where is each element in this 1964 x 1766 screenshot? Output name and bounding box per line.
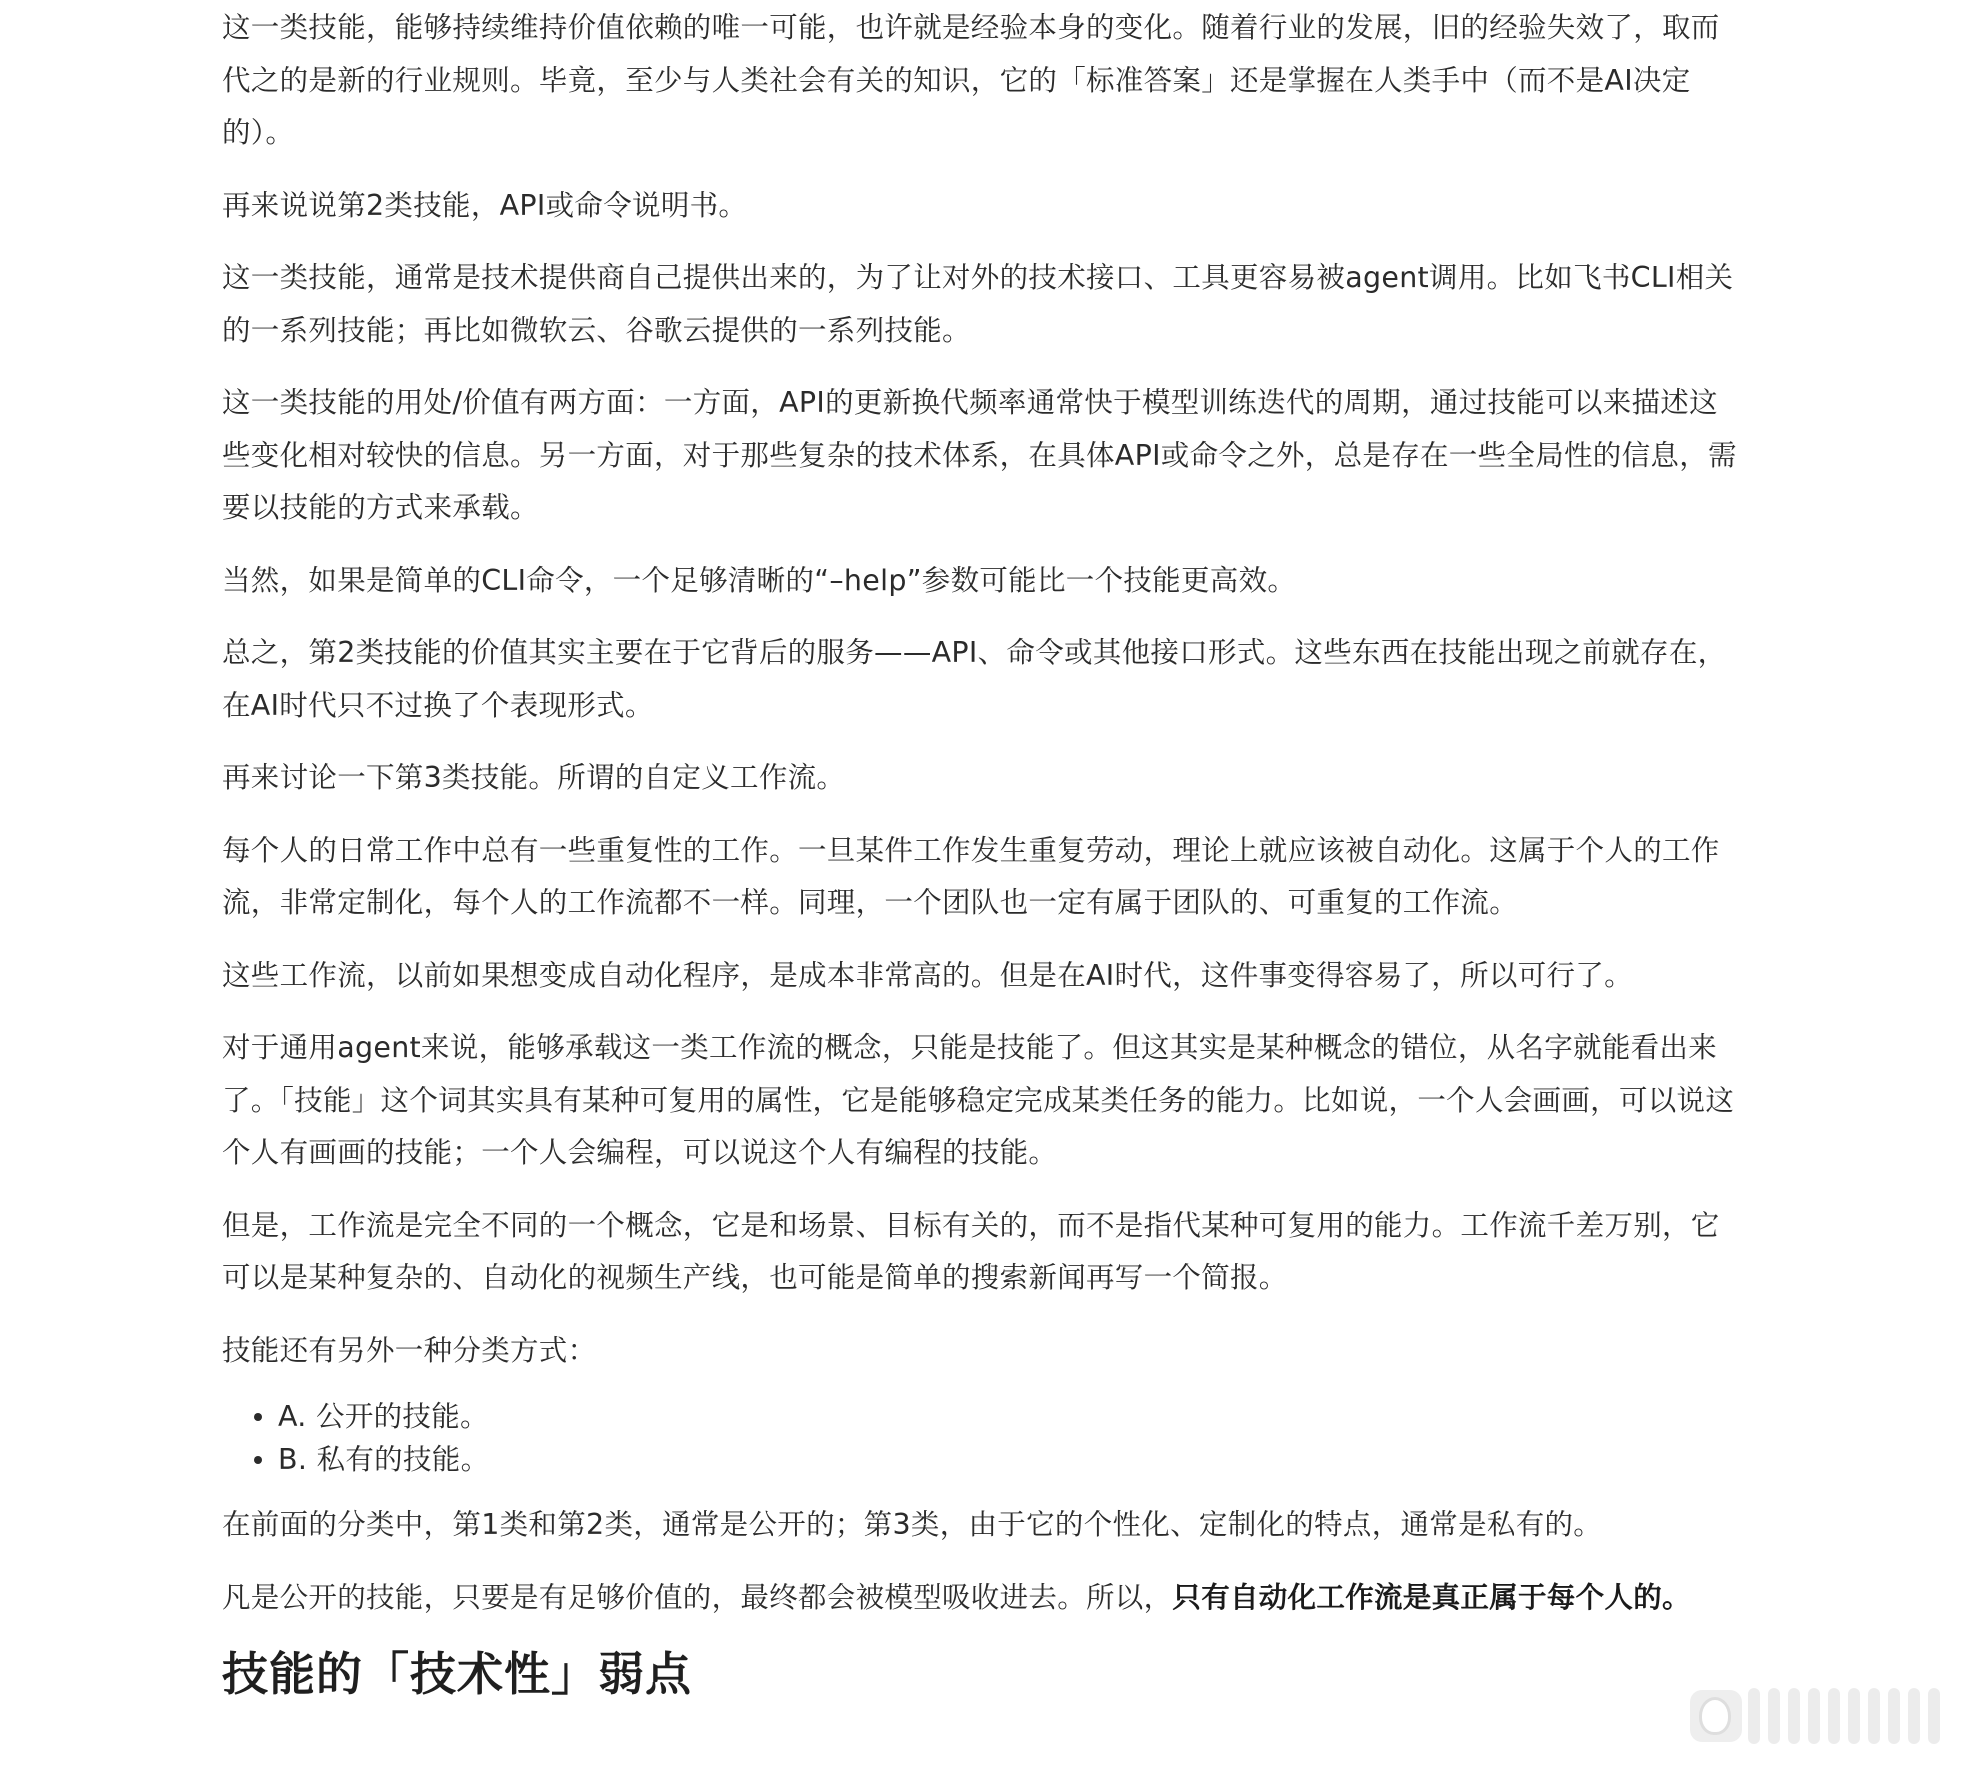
watermark-logo-icon [1690,1690,1742,1742]
paragraph: 再来讨论一下第3类技能。所谓的自定义工作流。 [222,761,846,794]
bold-emphasis: 只有自动化工作流是真正属于每个人的。 [1172,1580,1691,1614]
paragraph: 技能还有另外一种分类方式： [222,1333,597,1367]
paragraph: 这一类技能，通常是技术提供商自己提供出来的，为了让对外的技术接口、工具更容易被agent调用。比如飞书CLI相关的一系列技能；再比如微软云、谷歌云提供的一系列技能。 [222,261,1734,347]
paragraph: 对于通用agent来说，能够承载这一类工作流的概念，只能是技能了。但这其实是某种概念的错位，从名字就能看出来了。「技能」这个词其实具有某种可复用的属性，它是能够稳定完成某类任务的能力。比如说，一个人会画画，可以说这个人有画画的技能；一个人会编程，可以说这个人有编程的技能。 [222,1031,1735,1169]
bullet-list [222,1395,1742,1481]
watermark-bar-icon [1848,1688,1860,1744]
paragraph: 在前面的分类中，第1类和第2类，通常是公开的；第3类，由于它的个性化、定制化的特点，通常是私有的。 [222,1508,1603,1541]
list-item-text: A. 公开的技能。 [278,1400,489,1433]
watermark-bar-icon [1908,1688,1920,1744]
list-item [278,1395,1742,1438]
paragraph: 这些工作流，以前如果想变成自动化程序，是成本非常高的。但是在AI时代，这件事变得容易了，所以可行了。 [222,958,1633,992]
watermark-bar-icon [1768,1688,1780,1744]
article-body [222,0,1742,1704]
watermark-bars [1748,1688,1940,1744]
paragraph: 这一类技能的用处/价值有两方面：一方面，API的更新换代频率通常快于模型训练迭代的周期，通过技能可以来描述这些变化相对较快的信息。另一方面，对于那些复杂的技术体系，在具体API或命令之外，总是存在一些全局性的信息，需要以技能的方式来承载。 [222,386,1737,524]
paragraph: 这一类技能，能够持续维持价值依赖的唯一可能，也许就是经验本身的变化。随着行业的发展，旧的经验失效了，取而代之的是新的行业规则。毕竟，至少与人类社会有关的知识，它的「标准答案」还是掌握在人类手中（而不是AI决定的）。 [222,11,1720,149]
watermark-bar-icon [1788,1688,1800,1744]
paragraph-lead-text: 凡是公开的技能，只要是有足够价值的，最终都会被模型吸收进去。所以， [222,1580,1173,1614]
paragraph: 但是，工作流是完全不同的一个概念，它是和场景、目标有关的，而不是指代某种可复用的能力。工作流千差万别，它可以是某种复杂的、自动化的视频生产线，也可能是简单的搜索新闻再写一个简报。 [222,1208,1720,1294]
watermark-bar-icon [1928,1688,1940,1744]
section-heading: 技能的「技术性」弱点 [222,1647,692,1701]
paragraph: 再来说说第2类技能，API或命令说明书。 [222,188,748,222]
paragraph [222,1572,1742,1625]
list-item-text: B. 私有的技能。 [278,1443,490,1476]
bullet-icon [254,1456,262,1464]
watermark-bar-icon [1888,1688,1900,1744]
watermark-bar-icon [1808,1688,1820,1744]
bullet-icon [254,1413,262,1421]
list-item [278,1438,1742,1481]
watermark-bar-icon [1748,1688,1760,1744]
watermark [1690,1684,1952,1748]
watermark-bar-icon [1868,1688,1880,1744]
paragraph: 总之，第2类技能的价值其实主要在于它背后的服务——API、命令或其他接口形式。这些东西在技能出现之前就存在，在AI时代只不过换了个表现形式。 [222,636,1727,722]
paragraph: 当然，如果是简单的CLI命令，一个足够清晰的“–help”参数可能比一个技能更高效。 [222,563,1297,597]
watermark-bar-icon [1828,1688,1840,1744]
paragraph: 每个人的日常工作中总有一些重复性的工作。一旦某件工作发生重复劳动，理论上就应该被自动化。这属于个人的工作流，非常定制化，每个人的工作流都不一样。同理，一个团队也一定有属于团队的、可重复的工作流。 [222,833,1720,919]
